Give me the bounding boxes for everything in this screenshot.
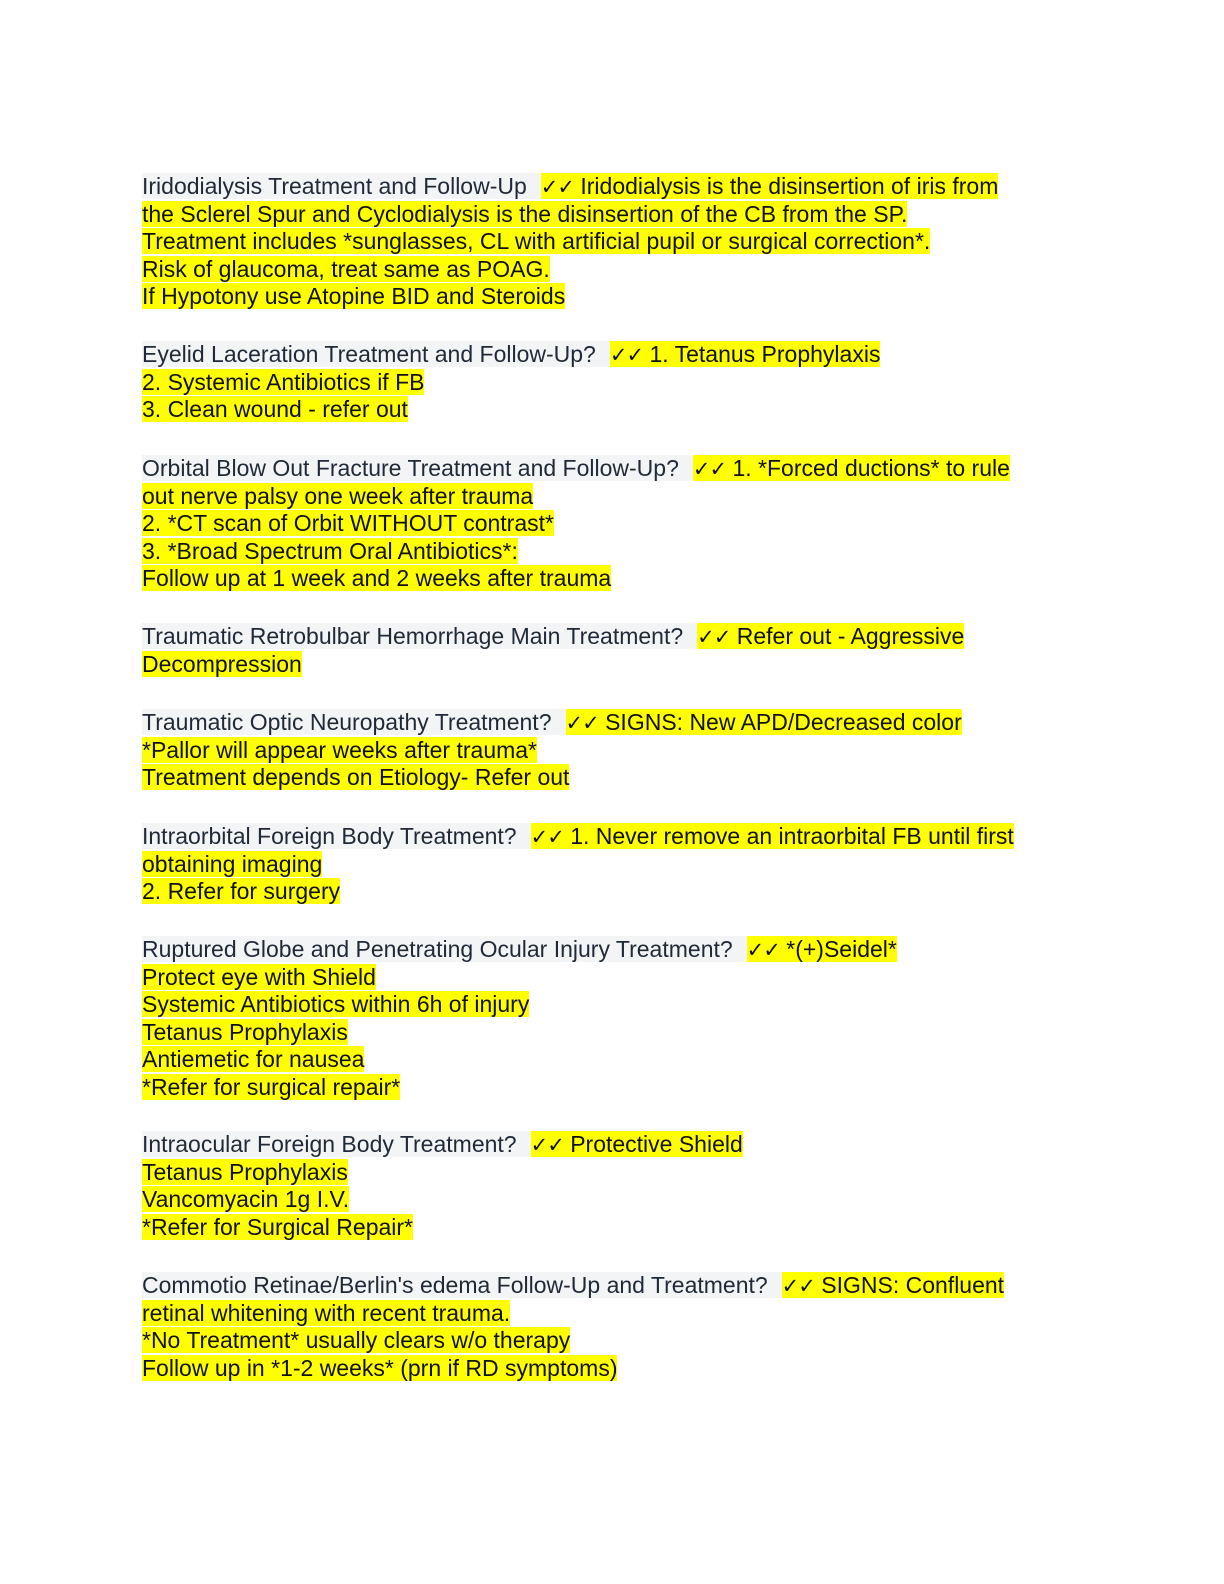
question-text: Iridodialysis Treatment and Follow-Up [142,173,541,199]
double-check-icon: ✓✓ [746,938,780,962]
entry-first-line [142,173,1062,201]
flashcard-entry [142,341,1062,424]
entry-first-line [142,623,1062,651]
question-text: Intraorbital Foreign Body Treatment? [142,823,531,849]
answer-line: obtaining imaging [142,850,323,877]
answer-first-line: ✓✓ 1. Tetanus Prophylaxis [609,341,881,367]
answer-line: Follow up at 1 week and 2 weeks after trauma [142,565,612,591]
flashcard-entry [142,1131,1062,1241]
flashcard-entry [142,709,1062,792]
question-text: Eyelid Laceration Treatment and Follow-Up? [142,341,610,367]
answer-line: out nerve palsy one week after trauma [142,482,534,509]
answer-line: the Sclerel Spur and Cyclodialysis is the disinsertion of the CB from the SP. [142,200,908,227]
double-check-icon: ✓✓ [692,457,727,481]
entry-first-line [142,455,1062,483]
answer-first-line: ✓✓ SIGNS: New APD/Decreased color [565,709,962,735]
answer-line: Antiemetic for nausea [142,1046,365,1072]
entry-first-line [142,341,1062,369]
answer-line: *Refer for surgical repair* [142,1073,401,1100]
entry-first-line [142,936,1062,964]
answer-first-line: ✓✓ *(+)Seidel* [746,936,897,962]
question-text: Intraocular Foreign Body Treatment? [142,1131,531,1157]
answer-line: *No Treatment* usually clears w/o therapy [142,1327,571,1353]
question-text: Traumatic Optic Neuropathy Treatment? [142,709,566,735]
answer-line: 2. Refer for surgery [142,878,341,904]
answer-line: *Refer for Surgical Repair* [142,1213,414,1240]
answer-line: Treatment includes *sunglasses, CL with artificial pupil or surgical correction*. [142,228,931,254]
double-check-icon: ✓✓ [530,825,564,849]
answer-first-line: ✓✓ Protective Shield [530,1131,743,1157]
double-check-icon: ✓✓ [530,1133,564,1157]
double-check-icon: ✓✓ [781,1274,815,1298]
answer-line: Vancomyacin 1g I.V. [142,1186,350,1212]
flashcard-entry [142,455,1062,593]
entry-first-line [142,1272,1062,1300]
answer-line: Follow up in *1-2 weeks* (prn if RD symptoms) [142,1354,618,1381]
question-text: Ruptured Globe and Penetrating Ocular Injury Treatment? [142,936,747,962]
answer-line: 3. *Broad Spectrum Oral Antibiotics*: [142,537,518,564]
flashcard-entry [142,823,1062,906]
flashcard-entry [142,1272,1062,1382]
answer-line: Protect eye with Shield [142,963,376,990]
answer-first-line: ✓✓ SIGNS: Confluent [781,1272,1005,1298]
answer-line: Tetanus Prophylaxis [142,1158,348,1185]
flashcard-entry [142,936,1062,1101]
answer-line: 2. *CT scan of Orbit WITHOUT contrast* [142,510,554,536]
answer-line: 2. Systemic Antibiotics if FB [142,368,425,395]
double-check-icon: ✓✓ [565,711,599,735]
entry-first-line [142,823,1062,851]
answer-line: Tetanus Prophylaxis [142,1018,348,1045]
answer-line: Risk of glaucoma, treat same as POAG. [142,255,550,282]
entry-first-line [142,1131,1062,1159]
answer-first-line: ✓✓ Iridodialysis is the disinsertion of iris from [540,173,999,199]
answer-line: Treatment depends on Etiology- Refer out [142,764,570,790]
flashcard-entry [142,173,1062,311]
answer-line: retinal whitening with recent trauma. [142,1299,511,1326]
entry-first-line [142,709,1062,737]
answer-line: *Pallor will appear weeks after trauma* [142,736,538,763]
question-text: Traumatic Retrobulbar Hemorrhage Main Treatment? [142,623,697,649]
answer-first-line: ✓✓ Refer out - Aggressive [697,623,965,649]
answer-line: Decompression [142,650,302,677]
double-check-icon: ✓✓ [609,343,644,367]
answer-line: If Hypotony use Atopine BID and Steroids [142,283,566,309]
flashcard-entry [142,623,1062,678]
answer-first-line: ✓✓ 1. *Forced ductions* to rule [692,455,1010,481]
answer-line: 3. Clean wound - refer out [142,396,408,422]
double-check-icon: ✓✓ [697,625,731,649]
double-check-icon: ✓✓ [540,175,574,199]
answer-line: Systemic Antibiotics within 6h of injury [142,991,530,1017]
question-text: Orbital Blow Out Fracture Treatment and Follow-Up? [142,455,693,481]
question-text: Commotio Retinae/Berlin's edema Follow-Up and Treatment? [142,1272,782,1298]
answer-first-line: ✓✓ 1. Never remove an intraorbital FB until first [530,823,1014,849]
